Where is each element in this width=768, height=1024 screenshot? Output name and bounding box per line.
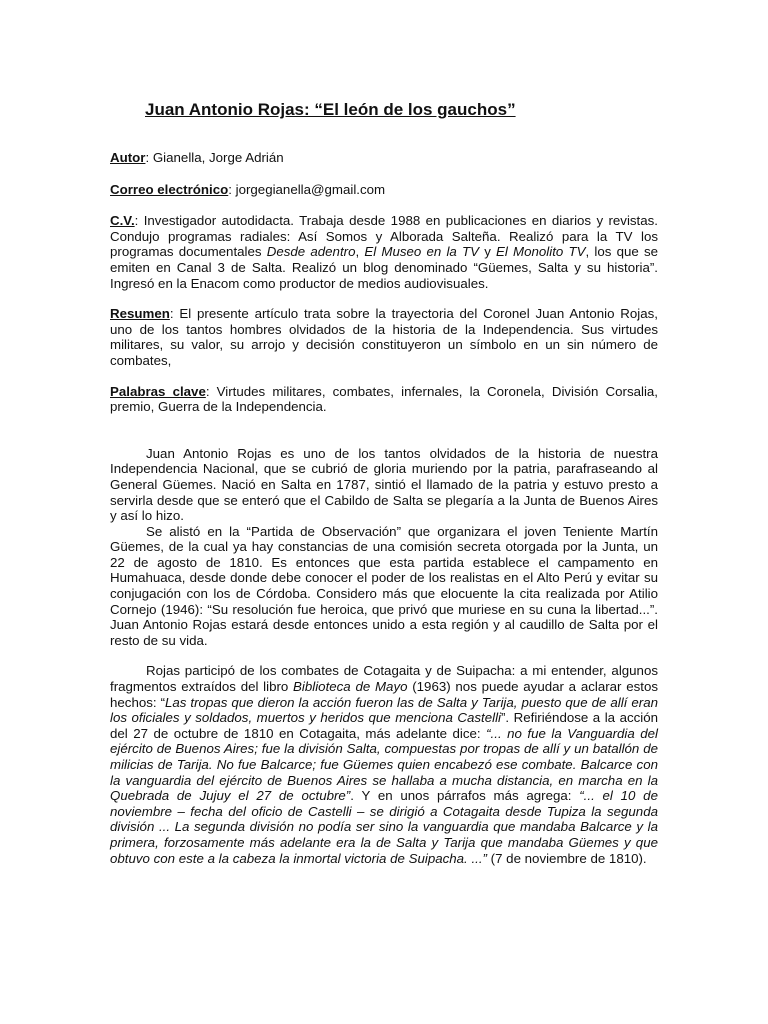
cv-show-2: El Museo en la TV bbox=[364, 244, 479, 260]
p3-text-2: (1963) nos puede ayudar a aclarar estos hechos: “ bbox=[110, 679, 658, 710]
author-value: : Gianella, Jorge Adrián bbox=[145, 150, 284, 165]
quote-3: “... el 10 de noviembre – fecha del oficio de Castelli – se dirigió a Cotagaita desde Tupiza la segunda división ... La segunda división no podía ser sino la vanguardia que mandaba Balcarce y la primera, forzosamente más adelante era la de Salta y Tarija que mandaba Güemes y que obtuvo con este a la cabeza la inmortal victoria de Suipacha. ...” bbox=[110, 788, 658, 866]
cv-text-3: y bbox=[479, 244, 497, 260]
body-paragraph-1: Juan Antonio Rojas es uno de los tantos olvidados de la historia de nuestra Independencia Nacional, que se cubrió de gloria muriendo por la patria, parafraseando al General Güemes. Nació en Salta en 1787, sintió el llamado de la patria y estuvo presto a servirla desde que se enteró que el Cabildo de Salta se plegaría a la Junta de Buenos Aires y así lo hizo. bbox=[110, 445, 658, 524]
email-line bbox=[110, 182, 658, 198]
cv-show-1: Desde adentro bbox=[266, 244, 356, 260]
cv-label: C.V. bbox=[110, 213, 135, 229]
body-paragraph-2: Se alistó en la “Partida de Observación” que organizara el joven Teniente Martín Güemes, de la cual ya hay constancias de una comisión secreta otorgada por la Junta, un 22 de agosto de 1810. Es entonces que esta partida establece el campamento en Humahuaca, desde donde debe conocer el poder de los realistas en el Alto Perú y evitar su conjugación con los de Córdoba. Considero más que elocuente la cita realizada por Atilio Cornejo (1946): “Su resolución fue heroica, que privó que muriese en su cuna la libertad...”. Juan Antonio Rojas estará desde entonces unido a esta región y al caudillo de Salta por el resto de su vida. bbox=[110, 523, 658, 648]
author-label: Autor bbox=[110, 150, 146, 165]
cv-show-3: El Monolito TV bbox=[496, 244, 586, 260]
summary-text: : El presente artículo trata sobre la trayectoria del Coronel Juan Antonio Rojas, uno de los tantos hombres olvidados de la historia de la Independencia. Sus virtudes militares, su valor, su arrojo y decisión constituyeron un símbolo en un sin número de combates, bbox=[110, 306, 658, 368]
email-value: : jorgegianella@gmail.com bbox=[228, 181, 386, 197]
keywords-label: Palabras clave bbox=[110, 383, 206, 399]
book-title: Biblioteca de Mayo bbox=[293, 679, 408, 695]
summary-label: Resumen bbox=[110, 306, 170, 322]
body-paragraph-3 bbox=[110, 663, 658, 866]
p3-text-5: (7 de noviembre de 1810). bbox=[486, 850, 647, 866]
cv-text-2: , bbox=[355, 244, 365, 260]
p3-text-3: ”. Refiriéndose a la acción del 27 de octubre de 1810 en Cotagaita, más adelante dice: bbox=[110, 710, 659, 741]
cv-paragraph bbox=[110, 213, 658, 291]
spacer bbox=[110, 648, 658, 663]
cv-text-4: , los que se emiten en Canal 3 de Salta. Realizó un blog denominado “Güemes, Salta y su historia”. Ingresó en la Enacom como productor de medios audiovisuales. bbox=[110, 244, 658, 291]
quote-1: Las tropas que dieron la acción fueron las de Salta y Tarija, puesto que de allí eran los oficiales y soldados, muertos y heridos que menciona Castelli bbox=[110, 694, 658, 726]
keywords-text: : Virtudes militares, combates, infernales, la Coronela, División Corsalia, premio, Guerra de la Independencia. bbox=[110, 383, 658, 415]
email-label: Correo electrónico bbox=[110, 181, 229, 197]
keywords-paragraph bbox=[110, 384, 658, 415]
spacer bbox=[110, 430, 658, 446]
author-line bbox=[110, 150, 658, 166]
summary-paragraph bbox=[110, 306, 658, 368]
p3-text-4: . Y en unos párrafos más agrega: bbox=[350, 788, 580, 804]
cv-text-1: : Investigador autodidacta. Trabaja desde 1988 en publicaciones en diarios y revistas. Condujo programas radiales: Así Somos y Alborada Salteña. Realizó para la TV los programas documentales bbox=[110, 213, 658, 260]
document-title: Juan Antonio Rojas: “El león de los gauchos” bbox=[145, 100, 516, 119]
p3-text-1: Rojas participó de los combates de Cotagaita y de Suipacha: a mi entender, algunos fragmentos extraídos del libro bbox=[110, 663, 658, 695]
quote-2: “... no fue la Vanguardia del ejército de Buenos Aires; fue la división Salta, compuestas por tropas de allí y un batallón de milicias de Tarija. No fue Balcarce; fue Güemes quien encabezó ese combate. Balcarce con la vanguardia del ejército de Buenos Aires se hallaba a mucha distancia, en marcha en la Quebrada de Jujuy el 27 de octubre” bbox=[110, 725, 658, 804]
